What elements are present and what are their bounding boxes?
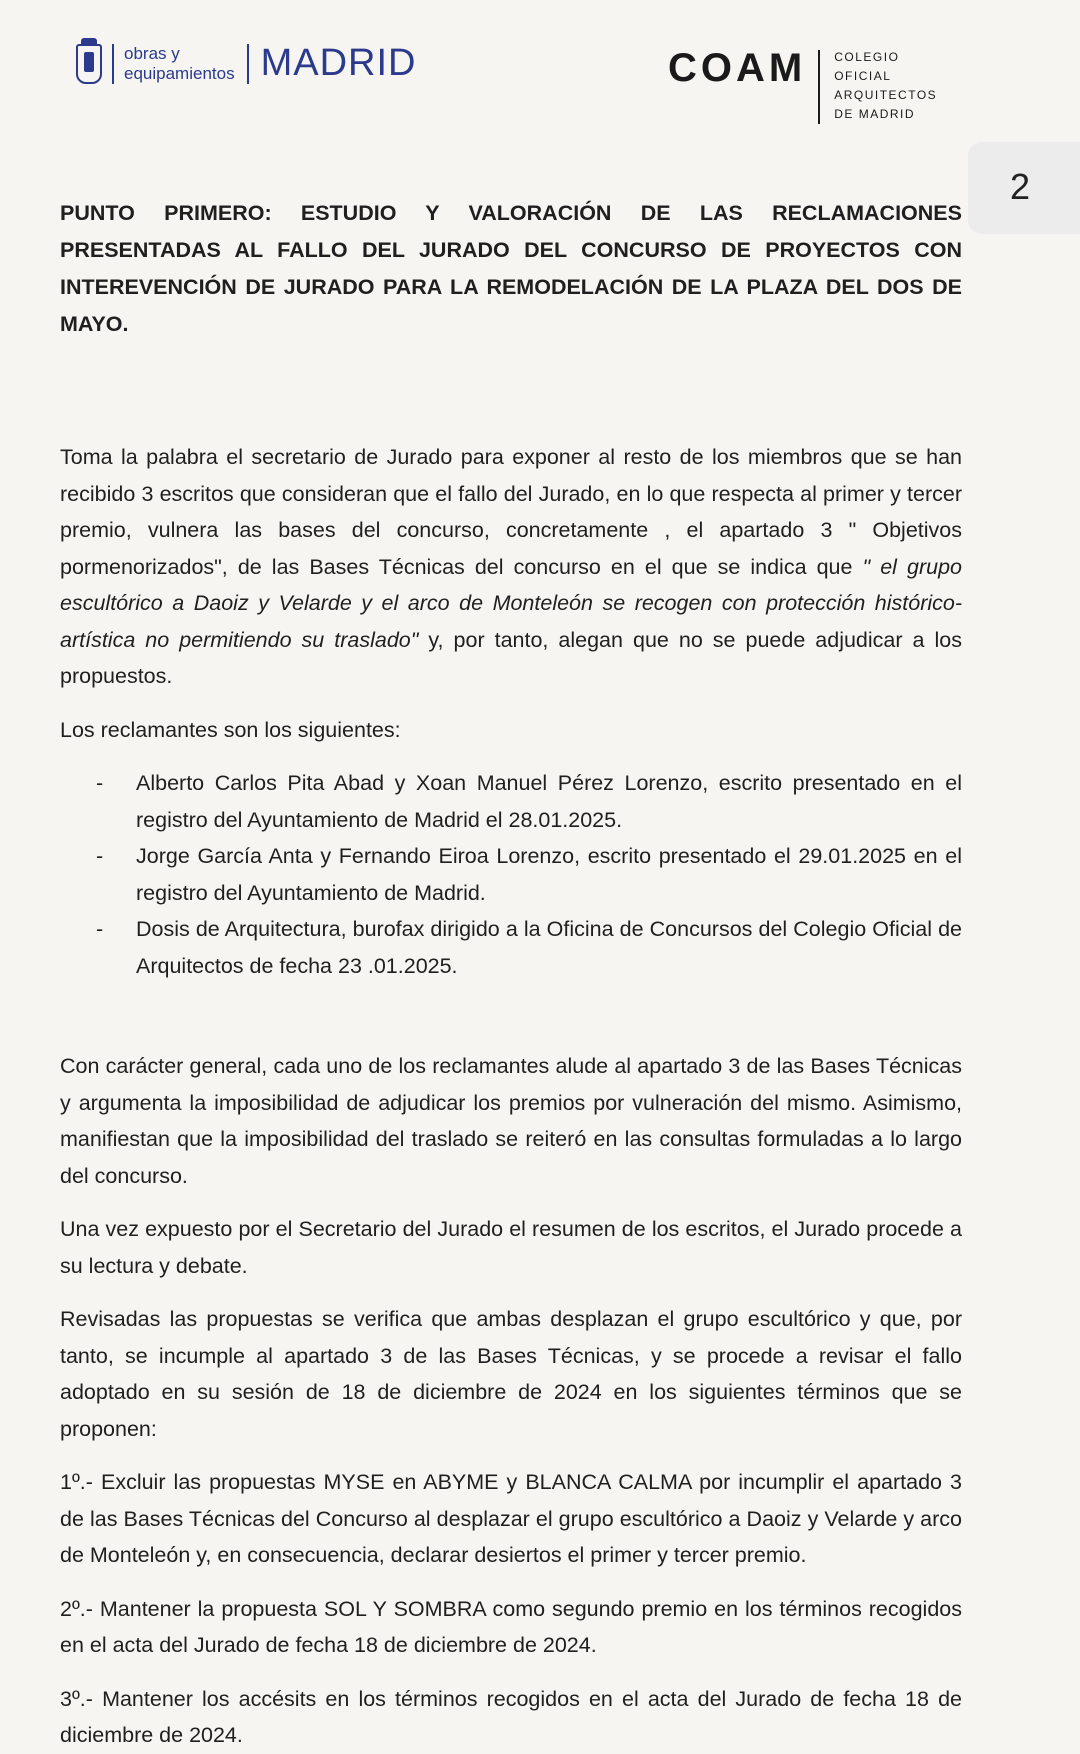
paragraph-review: Revisadas las propuestas se verifica que ambas desplazan el grupo escultórico y que, por tanto, se incumple al apartado 3 de las Bases Técnicas, y se procede a revisar el fallo adoptado en su sesión de 18 de diciembre de 2024 en los siguientes términos que se proponen: <box>60 1307 962 1441</box>
madrid-logo <box>76 42 416 85</box>
logo-small-line-1: obras y <box>124 43 180 63</box>
coam-title: COAM <box>668 46 807 90</box>
coam-logo <box>668 44 937 124</box>
document-body <box>60 195 962 1754</box>
coam-sub-line: OFICIAL <box>834 69 892 83</box>
resolution-1: 1º.- Excluir las propuestas MYSE en ABYME y BLANCA CALMA por incumplir el apartado 3 de las Bases Técnicas del Concurso al desplazar el grupo escultórico a Daoiz y Velarde y arco de Monteleón y, en consecuencia, declarar desiertos el primer y tercer premio. <box>60 1470 962 1567</box>
paragraph-intro-text: Toma la palabra el secretario de Jurado para exponer al resto de los miembros que se han recibido 3 escritos que consideran que el fallo del Jurado, en lo que respecta al primer y tercer premio, vulnera las bases del concurso, concretamente , el apartado 3 " Objetivos pormenorizados", de las Bases Técnicas del concurso en el que se indica que <box>60 445 962 579</box>
logo-divider-2 <box>247 44 249 84</box>
quoted-objective: " el grupo escultórico a Daoiz y Velarde y el arco de Monteleón se recogen con protección histórico-artística no permitiendo su traslado" <box>60 554 962 652</box>
coam-divider <box>818 50 820 124</box>
coam-sub-line: COLEGIO <box>834 50 900 64</box>
paragraph-intro-outro: y, por tanto, alegan que no se puede adjudicar a los propuestos. <box>60 627 962 688</box>
coam-sub-line: ARQUITECTOS <box>834 88 938 102</box>
logo-divider <box>112 44 114 84</box>
list-item: - Alberto Carlos Pita Abad y Xoan Manuel Pérez Lorenzo, escrito presentado en el registro del Ayuntamiento de Madrid el 28.01.2025. <box>60 765 962 838</box>
resolution-2: 2º.- Mantener la propuesta SOL Y SOMBRA como segundo premio en los términos recogidos en el acta del Jurado de fecha 18 de diciembre de 2024. <box>60 1596 962 1657</box>
logo-small-line-2: equipamientos <box>124 63 235 83</box>
resolution-3: 3º.- Mantener los accésits en los términos recogidos en el acta del Jurado de fecha 18 de diciembre de 2024. <box>60 1686 962 1747</box>
coam-sub-line: DE MADRID <box>834 107 916 121</box>
claimants-intro: Los reclamantes son los siguientes: <box>60 717 401 742</box>
section-heading: PUNTO PRIMERO: ESTUDIO Y VALORACIÓN DE LAS RECLAMACIONES PRESENTADAS AL FALLO DEL JURADO DEL CONCURSO DE PROYECTOS CON INTEREVENCIÓN DE JURADO PARA LA REMODELACIÓN DE LA PLAZA DEL DOS DE MAYO. <box>60 201 962 336</box>
page-number: 2 <box>1010 166 1031 207</box>
coam-subtitle <box>834 44 937 124</box>
madrid-shield-icon <box>76 44 102 84</box>
paragraph-debate: Una vez expuesto por el Secretario del Jurado el resumen de los escritos, el Jurado procede a su lectura y debate. <box>60 1217 962 1278</box>
claimants-list <box>60 765 962 984</box>
list-item: - Jorge García Anta y Fernando Eiroa Lorenzo, escrito presentado el 29.01.2025 en el registro del Ayuntamiento de Madrid. <box>60 838 962 911</box>
list-item: - Dosis de Arquitectura, burofax dirigido a la Oficina de Concursos del Colegio Oficial de Arquitectos de fecha 23 .01.2025. <box>60 911 962 984</box>
document-header <box>0 0 1080 140</box>
logo-small-text <box>124 44 235 84</box>
paragraph-intro <box>60 439 962 695</box>
paragraph-general: Con carácter general, cada uno de los reclamantes alude al apartado 3 de las Bases Técnicas y argumenta la imposibilidad de adjudicar los premios por vulneración del mismo. Asimismo, manifiestan que la imposibilidad del traslado se reiteró en las consultas formuladas a lo largo del concurso. <box>60 1054 962 1188</box>
logo-madrid-text: MADRID <box>260 42 417 84</box>
